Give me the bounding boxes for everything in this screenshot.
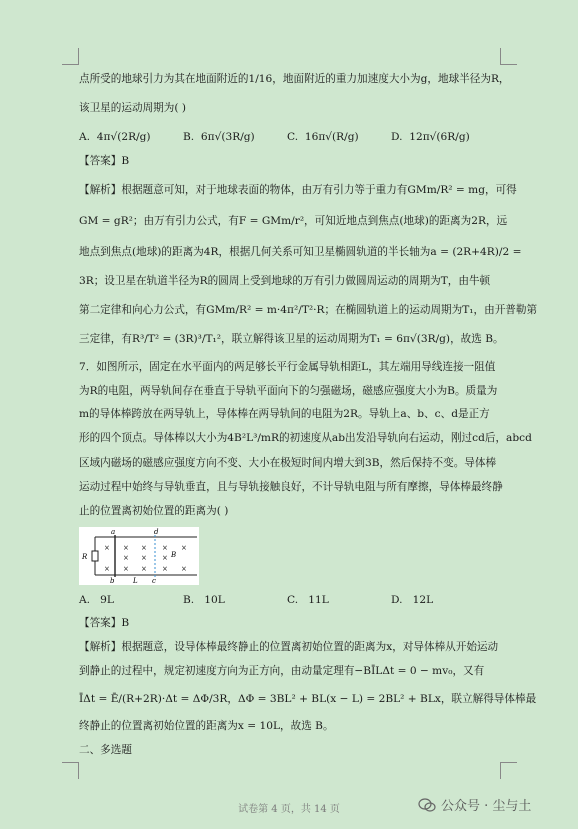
text-line: 止的位置离初始位置的距离为( ) — [79, 505, 229, 517]
answer-label: 【答案】B — [79, 155, 130, 167]
field-cross: × — [104, 565, 110, 573]
option-c: C. 16π√(R/g) — [287, 131, 359, 143]
field-cross: × — [162, 554, 168, 562]
field-cross: × — [141, 565, 147, 573]
field-cross: × — [123, 554, 129, 562]
crop-mark — [500, 48, 517, 65]
field-cross: × — [162, 544, 168, 552]
text-line: 该卫星的运动周期为( ) — [79, 102, 186, 114]
field-cross: × — [123, 544, 129, 552]
text-line: 3R；设卫星在轨道半径为R的圆周上受到地球的万有引力做圆周运动的周期为T，由牛顿 — [79, 275, 491, 287]
option-d: D. 12L — [391, 594, 434, 606]
text-line: m的导体棒跨放在两导轨上，导体棒在两导轨间的电阻为2R。导轨上a、b、c、d是正方 — [79, 408, 490, 420]
field-cross: × — [141, 544, 147, 552]
question-7-text: 7．如图所示，固定在水平面内的两足够长平行金属导轨相距L，其左端用导线连接一阻值 — [79, 361, 496, 373]
label-c: c — [152, 577, 156, 585]
text-line: 三定律，有R³/T² = (3R)³/T₁²，联立解得该卫星的运动周期为T₁ = 6π√(3R/g)，故选 B。 — [79, 333, 504, 345]
text-line: 终静止的位置离初始位置的距离为x = 10L，故选 B。 — [79, 720, 334, 732]
text-line: 到静止的过程中，规定初速度方向为正方向，由动量定理有−BĪLΔt = 0 − mv₀，又有 — [79, 665, 485, 677]
text-line: 形的四个顶点。导体棒以大小为4B²L³/mR的初速度从ab出发沿导轨向右运动，刚过cd后，abcd — [79, 432, 532, 444]
text-line: 点所受的地球引力为其在地面附近的1/16，地面附近的重力加速度大小为g，地球半径为R， — [79, 73, 510, 85]
text-line: 【解析】根据题意，设导体棒最终静止的位置离初始位置的距离为x，对导体棒从开始运动 — [79, 641, 499, 653]
field-cross: × — [162, 565, 168, 573]
text-line: 【解析】根据题意可知，对于地球表面的物体，由万有引力等于重力有GMm/R² = mg，可得 — [79, 184, 517, 196]
answer-label: 【答案】B — [79, 617, 130, 629]
field-cross: × — [141, 554, 147, 562]
resistor-symbol — [92, 551, 98, 561]
label-B: B — [171, 551, 177, 559]
label-R: R — [82, 553, 88, 561]
text-line: GM = gR²；由万有引力公式，有F = GMm/r²，可知近地点到焦点(地球)的距离为2R，远 — [79, 215, 508, 227]
option-c: C. 11L — [287, 594, 329, 606]
label-a: a — [111, 528, 116, 536]
option-b: B. 10L — [183, 594, 225, 606]
option-b: B. 6π√(3R/g) — [183, 131, 255, 143]
rail-diagram — [79, 527, 199, 585]
crop-mark — [62, 48, 79, 65]
option-a: A. 9L — [79, 594, 114, 606]
field-cross: × — [181, 544, 187, 552]
text-line: 运动过程中始终与导轨垂直，且与导轨接触良好，不计导轨电阻与所有摩擦，导体棒最终静 — [79, 481, 503, 493]
page-footer: 试卷第 4 页，共 14 页 — [238, 804, 340, 815]
option-d: D. 12π√(6R/g) — [391, 131, 470, 143]
circuit-figure — [79, 527, 199, 585]
section-heading: 二、多选题 — [79, 744, 132, 756]
watermark — [418, 795, 531, 814]
label-b: b — [110, 577, 115, 585]
watermark-text: 公众号 · 尘与土 — [441, 799, 532, 814]
field-cross: × — [181, 565, 187, 573]
field-cross: × — [123, 565, 129, 573]
option-a: A. 4π√(2R/g) — [79, 131, 151, 143]
text-line: 为R的电阻，两导轨间存在垂直于导轨平面向下的匀强磁场，磁感应强度大小为B。质量为 — [79, 385, 498, 397]
label-L: L — [133, 577, 138, 585]
crop-mark — [500, 762, 517, 779]
field-cross: × — [104, 544, 110, 552]
text-line: 区域内磁场的磁感应强度方向不变、大小在极短时间内增大到3B，然后保持不变。导体棒 — [79, 457, 497, 469]
text-line: 地点到焦点(地球)的距离为4R，根据几何关系可知卫星椭圆轨道的半长轴为a = (2R+4R)/2 = — [79, 246, 522, 258]
wechat-icon — [418, 798, 436, 812]
text-line: ĪΔt = Ē/(R+2R)·Δt = ΔΦ/3R，ΔΦ = 3BL² + BL(x − L) = 2BL² + BLx，联立解得导体棒最 — [79, 693, 537, 705]
crop-mark — [62, 762, 79, 779]
text-line: 第二定律和向心力公式，有GMm/R² = m·4π²/T²·R；在椭圆轨道上的运动周期为T₁，由开普勒第 — [79, 304, 538, 316]
label-d: d — [154, 528, 159, 536]
